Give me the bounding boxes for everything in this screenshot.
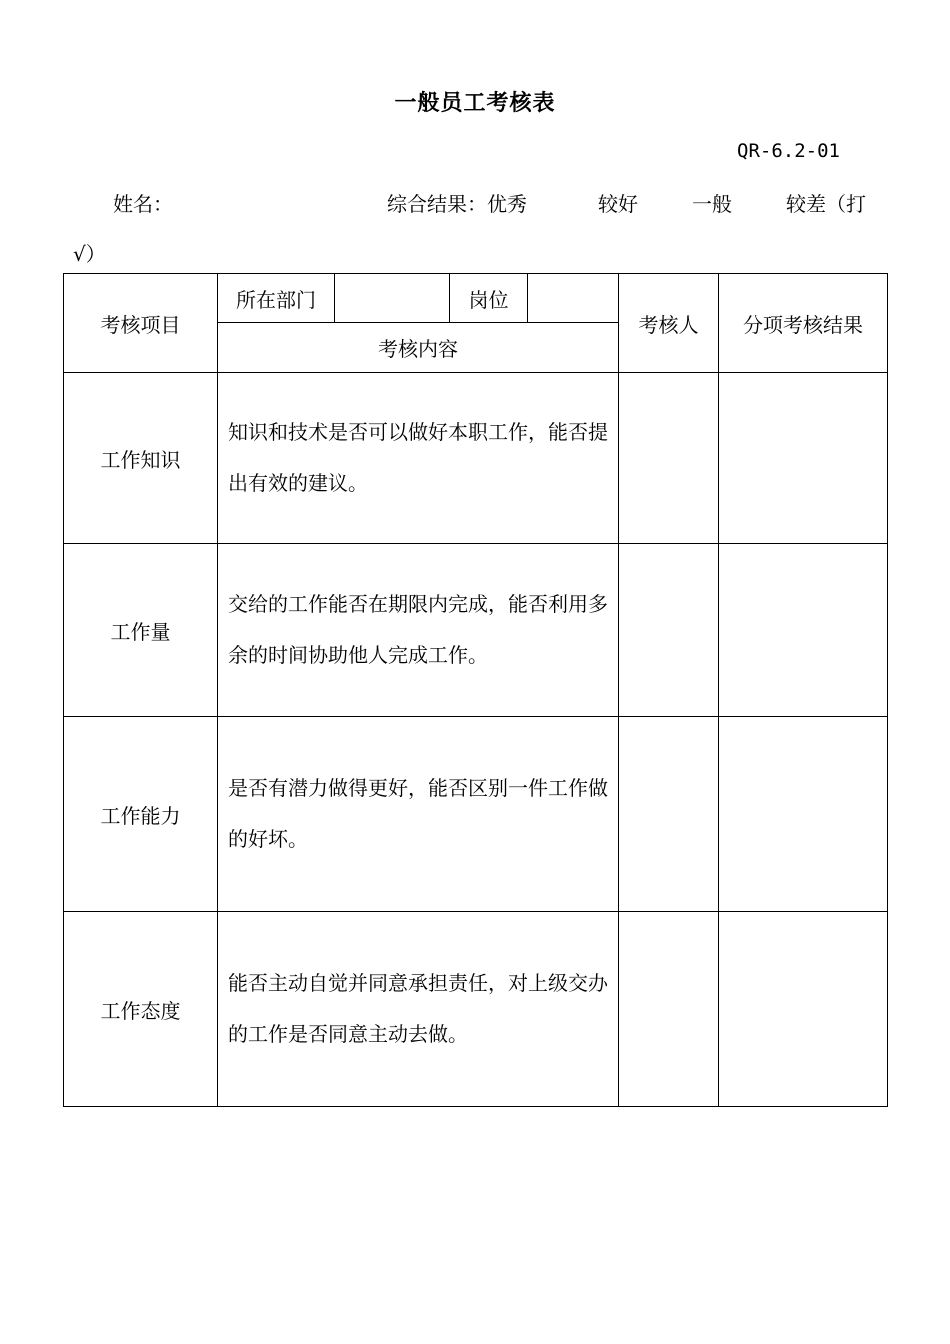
row-item: 工作态度 <box>64 912 218 1107</box>
row-content: 能否主动自觉并同意承担责任，对上级交办的工作是否同意主动去做。 <box>218 912 619 1107</box>
row-content: 交给的工作能否在期限内完成，能否利用多余的时间协助他人完成工作。 <box>218 544 619 717</box>
form-title: 一般员工考核表 <box>394 90 556 116</box>
option-poor: 较差（打 <box>786 192 866 216</box>
table-row <box>64 912 888 1107</box>
option-good: 较好 <box>598 192 638 216</box>
table-row <box>64 717 888 912</box>
table-row <box>64 373 888 544</box>
dept-field[interactable] <box>335 274 450 323</box>
post-label: 岗位 <box>450 274 528 323</box>
option-normal: 一般 <box>692 192 732 216</box>
dept-label: 所在部门 <box>218 274 335 323</box>
row-item: 工作量 <box>64 544 218 717</box>
row-assessor-field[interactable] <box>619 544 719 717</box>
row-item: 工作能力 <box>64 717 218 912</box>
assessment-table <box>63 273 888 1107</box>
post-field[interactable] <box>528 274 619 323</box>
row-content: 是否有潜力做得更好，能否区别一件工作做的好坏。 <box>218 717 619 912</box>
row-assessor-field[interactable] <box>619 912 719 1107</box>
row-result-field[interactable] <box>719 912 888 1107</box>
overall-result-label: 综合结果：优秀 <box>387 192 527 216</box>
header-content: 考核内容 <box>218 323 619 373</box>
name-label: 姓名： <box>113 192 173 216</box>
row-result-field[interactable] <box>719 373 888 544</box>
row-assessor-field[interactable] <box>619 717 719 912</box>
row-content: 知识和技术是否可以做好本职工作，能否提出有效的建议。 <box>218 373 619 544</box>
row-result-field[interactable] <box>719 717 888 912</box>
header-item: 考核项目 <box>64 274 218 373</box>
check-instruction: √） <box>73 242 106 266</box>
row-item: 工作知识 <box>64 373 218 544</box>
header-row <box>64 274 888 323</box>
row-result-field[interactable] <box>719 544 888 717</box>
header-assessor: 考核人 <box>619 274 719 373</box>
table-row <box>64 544 888 717</box>
document-code: QR-6.2-01 <box>737 140 840 162</box>
header-result: 分项考核结果 <box>719 274 888 373</box>
row-assessor-field[interactable] <box>619 373 719 544</box>
